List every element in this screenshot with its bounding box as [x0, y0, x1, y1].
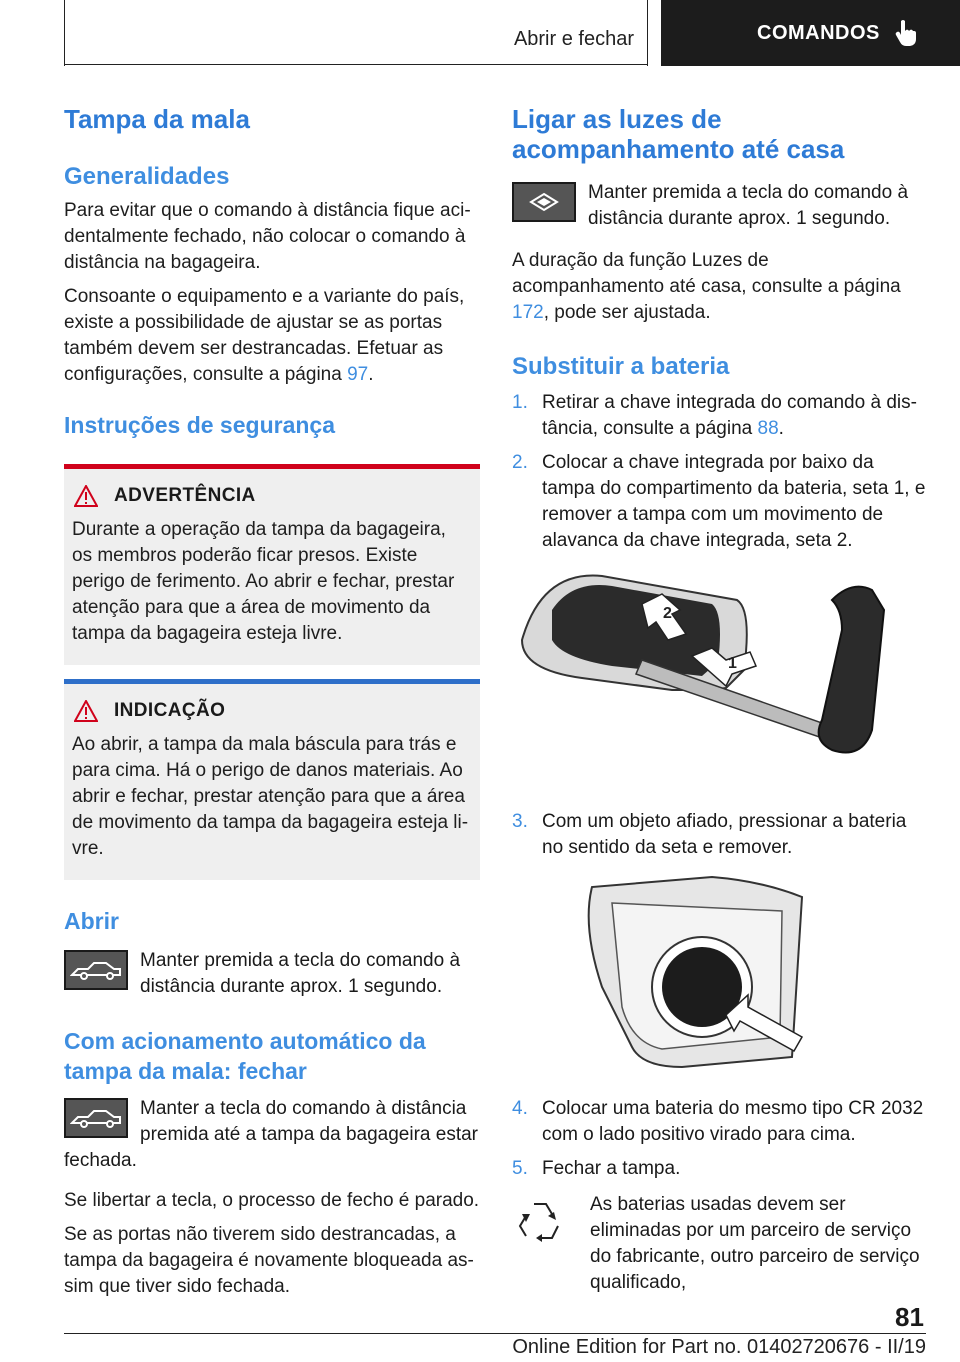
- automatico-p1: Se libertar a tecla, o processo de fecho é parado.: [64, 1190, 480, 1211]
- luzes-text: Manter premida a tecla do comando à distância durante aprox. 1 segundo.: [588, 182, 909, 229]
- page-link-172[interactable]: 172: [512, 302, 544, 323]
- battery-steps-b: [512, 809, 926, 861]
- battery-figure: [512, 867, 926, 1087]
- heading-bateria: Substituir a bateria: [512, 353, 730, 380]
- automatico-p2: Se as portas não tiverem sido destrancadas, a tampa da bagageira é novamente bloqueada assim que tiver sido fechada.: [64, 1224, 474, 1297]
- recycle-text: As baterias usadas devem ser eliminadas por um parceiro de serviço do fabricante, outro parceiro de serviço qualificado,: [590, 1194, 920, 1293]
- step-3: 3. Com um objeto afiado, pressionar a bateria no sentido da seta e remover.: [512, 811, 907, 858]
- header-rule-mid: [647, 0, 648, 66]
- step-5: 5. Fechar a tampa.: [512, 1158, 681, 1179]
- generalidades-p2: Consoante o equipamento e a variante do país, existe a possibilidade de ajustar se as portas também devem ser destrancadas. Efetuar as configurações, consulte a página 97.: [64, 286, 465, 385]
- fig-label-1: 1: [728, 655, 737, 672]
- header-rule-left: [64, 0, 65, 66]
- car-trunk-icon: [64, 950, 128, 990]
- note-box: [64, 679, 480, 880]
- warning-title: ADVERTÊNCIA: [114, 485, 256, 506]
- header-tab-label: COMANDOS: [757, 21, 880, 44]
- step-2: 2. Colocar a chave integrada por baixo da tampa do compartimento da bateria, seta 1, e remover a tampa com um movimento de alavanca da chave integrada, seta 2.: [512, 452, 926, 551]
- headlight-button-icon: [512, 182, 576, 222]
- heading-generalidades: Generalidades: [64, 163, 230, 190]
- note-title: INDICAÇÃO: [114, 700, 226, 721]
- page-title: Tampa da mala: [64, 104, 250, 134]
- luzes-row: [512, 180, 926, 232]
- page-link-97[interactable]: 97: [347, 364, 369, 385]
- notice-triangle-icon: [74, 700, 98, 722]
- right-column: [512, 100, 926, 1296]
- page-number: 81: [895, 1302, 924, 1332]
- step-4: 4. Colocar uma bateria do mesmo tipo CR 2032 com o lado positivo virado para cima.: [512, 1098, 924, 1145]
- automatico-text: Manter a tecla do comando à distância premida até a tampa da bagageira estar fechada.: [64, 1098, 478, 1171]
- heading-luzes: Ligar as luzes de acompanhamento até casa: [512, 104, 845, 164]
- footer-edition: Online Edition for Part no. 01402720676 - II/19: [512, 1336, 926, 1358]
- abrir-text: Manter premida a tecla do comando à distância durante aprox. 1 segundo.: [140, 950, 461, 997]
- header-rule: [64, 64, 648, 65]
- warning-box: [64, 464, 480, 665]
- header-section-title: Abrir e fechar: [513, 28, 634, 50]
- luzes-p: A duração da função Luzes de acompanhamento até casa, consulte a página 172, pode ser ajustada.: [512, 250, 901, 323]
- header-tab-comandos[interactable]: [661, 0, 960, 66]
- battery-steps: [512, 390, 926, 554]
- heading-seguranca: Instruções de segurança: [64, 412, 335, 438]
- battery-steps-c: [512, 1096, 926, 1182]
- hand-pointer-icon: [894, 19, 920, 47]
- automatico-row: [64, 1096, 480, 1174]
- footer-rule: [64, 1333, 926, 1334]
- key-fob-figure: [512, 570, 926, 790]
- car-trunk-icon: [64, 1098, 128, 1138]
- generalidades-p1: Para evitar que o comando à distância fique acidentalmente fechado, não colocar o comando à distância na bagageira.: [64, 200, 471, 273]
- abrir-row: [64, 948, 480, 1000]
- recycle-row: [512, 1192, 926, 1296]
- heading-automatico: Com acionamento automático da tampa da mala: fechar: [64, 1028, 426, 1084]
- warning-triangle-icon: [74, 485, 98, 507]
- left-column: [64, 100, 480, 1300]
- step-1: 1. Retirar a chave integrada do comando à distância, consulte a página 88.: [512, 392, 917, 439]
- fig-label-2: 2: [663, 605, 672, 622]
- note-text: Ao abrir, a tampa da mala báscula para trás e para cima. Há o perigo de danos materiais. Ao abrir e fechar, prestar atenção para que a área de movimento da tampa da bagageira esteja livre.: [72, 734, 469, 859]
- recycle-icon: [512, 1196, 568, 1252]
- page-link-88[interactable]: 88: [757, 418, 779, 439]
- heading-abrir: Abrir: [64, 908, 119, 934]
- warning-text: Durante a operação da tampa da bagageira, os membros poderão ficar presos. Existe perigo de ferimento. Ao abrir e fechar, prestar atenção para que a área de movimento da tampa da bagageira esteja livre.: [72, 519, 455, 644]
